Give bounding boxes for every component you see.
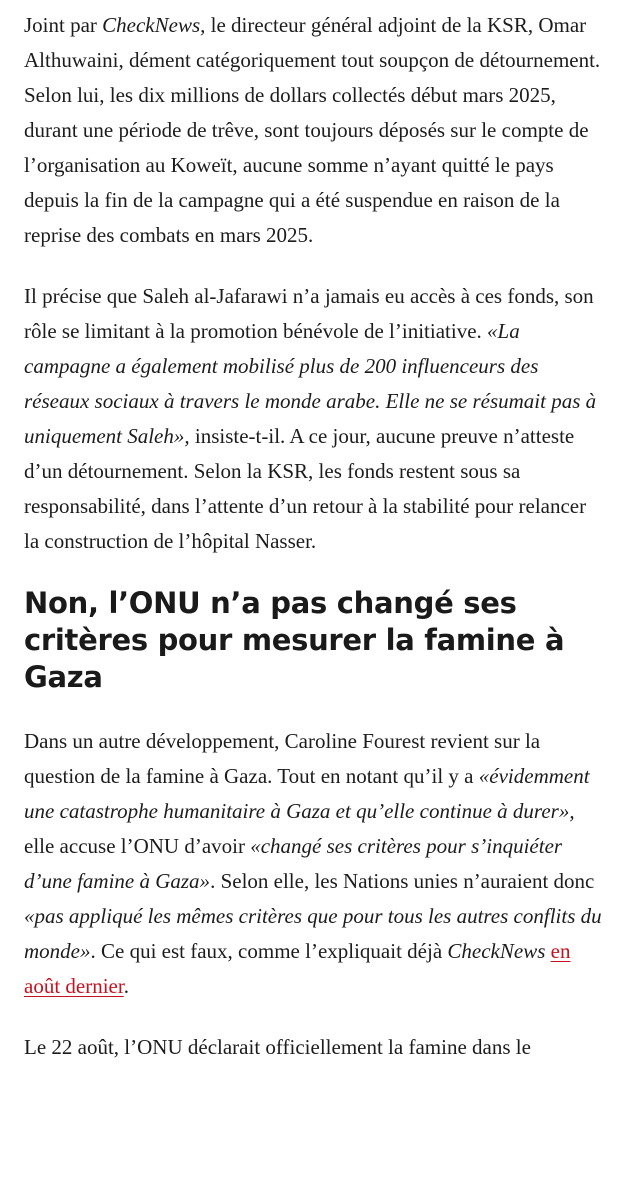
- p1-text-2: le directeur général adjoint de la KSR, Omar Althuwaini, dément catégoriquement tout soupçon de détournement. Selon lui, les dix millions de dollars collectés début mars 2025, durant une période de trêve, sont toujours déposés sur le compte de l’organisation au Koweït, aucune somme n’ayant quitté le pays depuis la fin de la campagne qui a été suspendue en raison de la reprise des combats en mars 2025.: [24, 13, 601, 247]
- paragraph-3: [24, 724, 602, 1004]
- article-body: [24, 8, 602, 1091]
- link-en-aout-dernier[interactable]: en août dernier: [24, 939, 571, 998]
- p1-text-1: Joint par: [24, 13, 103, 37]
- p3-text-1: Dans un autre développement, Caroline Fourest revient sur la question de la famine à Gaza. Tout en notant qu’il y a: [24, 729, 541, 788]
- p3-text-2: elle accuse l’ONU d’avoir: [24, 834, 251, 858]
- p3-quote-2: «changé ses critères pour s’inquiéter d’une famine à Gaza»: [24, 834, 563, 893]
- p2-text-1: Il précise que Saleh al-Jafarawi n’a jamais eu accès à ces fonds, son rôle se limitant à la promotion bénévole de l’initiative.: [24, 284, 594, 343]
- p1-source-name: CheckNews,: [102, 13, 206, 37]
- p4-text-1: Le 22 août, l’ONU déclarait officiellement la famine dans le: [24, 1035, 531, 1059]
- section-heading: Non, l’ONU n’a pas changé ses critères pour mesurer la famine à Gaza: [24, 586, 565, 694]
- paragraph-2: [24, 279, 602, 559]
- p3-quote-3: «pas appliqué les mêmes critères que pour tous les autres conflits du monde»: [24, 904, 602, 963]
- p3-quote-1: «évidemment une catastrophe humanitaire à Gaza et qu’elle continue à durer»,: [24, 764, 590, 823]
- p2-text-2: insiste-t-il. A ce jour, aucune preuve n’atteste d’un détournement. Selon la KSR, les fonds restent sous sa responsabilité, dans l’attente d’un retour à la stabilité pour relancer la construction de l’hôpital Nasser.: [24, 424, 587, 553]
- paragraph-1: [24, 8, 602, 253]
- paragraph-4: [24, 1030, 602, 1065]
- p3-text-3: . Selon elle, les Nations unies n’auraient donc: [210, 869, 595, 893]
- p3-text-4: . Ce qui est faux, comme l’expliquait déjà: [90, 939, 448, 963]
- p2-quote: «La campagne a également mobilisé plus de 200 influenceurs des réseaux sociaux à travers le monde arabe. Elle ne se résumait pas à uniquement Saleh»,: [24, 319, 597, 448]
- p3-source-name: CheckNews: [447, 939, 546, 963]
- p3-text-5: .: [123, 974, 129, 998]
